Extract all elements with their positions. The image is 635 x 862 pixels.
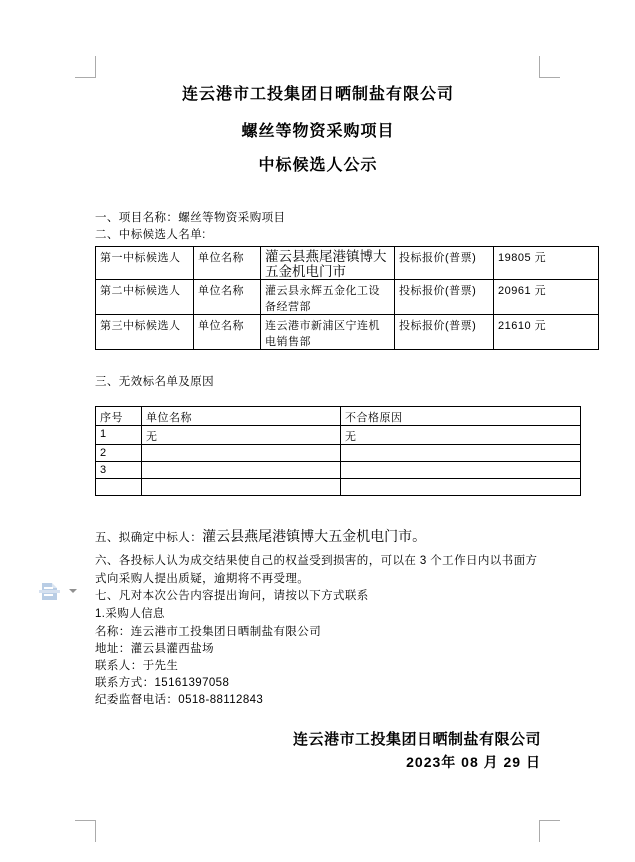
invalid-table-row	[96, 462, 581, 479]
candidate-row	[96, 247, 599, 280]
candidates-table	[95, 246, 599, 350]
unit-label-cell: 单位名称	[194, 247, 261, 280]
confirmed-winner-name: 灌云县燕尾港镇博大五金机电门市。	[202, 528, 427, 544]
title-announcement: 中标候选人公示	[258, 157, 378, 174]
unit-label-cell: 单位名称	[194, 315, 261, 350]
candidate-row	[96, 315, 599, 350]
candidate-rank-cell: 第一中标候选人	[96, 247, 194, 280]
title-project: 螺丝等物资采购项目	[241, 123, 395, 140]
unit-name-cell: 无	[142, 426, 341, 445]
crop-mark-bottom-left-icon	[75, 820, 96, 842]
reason-cell	[341, 445, 581, 462]
unit-name-cell	[142, 462, 341, 479]
column-header-index: 序号	[96, 407, 142, 426]
section-candidate-list-label: 二、中标候选人名单:	[95, 229, 206, 241]
margin-indicator[interactable]	[42, 583, 78, 601]
index-cell: 3	[96, 462, 142, 479]
confirmed-winner-label: 五、拟确定中标人：	[95, 532, 203, 544]
section-objection-notice: 六、各投标人认为成交结果使自己的权益受到损害的，可以在 3 个工作日内以书面方式向采购人提出质疑，逾期将不再受理。	[95, 555, 538, 585]
section-confirmed-winner	[95, 527, 541, 547]
column-header-reason: 不合格原因	[341, 407, 581, 426]
document-content	[95, 77, 547, 770]
crop-mark-top-left-icon	[75, 56, 96, 78]
price-cell: 19805 元	[494, 247, 599, 280]
signature-company: 连云港市工投集团日晒制盐有限公司	[292, 731, 541, 748]
index-cell: 1	[96, 426, 142, 445]
index-cell	[96, 479, 142, 496]
unit-name-cell: 连云港市新浦区宁连机电销售部	[261, 315, 395, 350]
signature-date: 2023年 08 月 29 日	[406, 754, 541, 770]
invalid-bids-table	[95, 406, 581, 496]
unit-name-cell	[142, 445, 341, 462]
price-cell: 21610 元	[494, 315, 599, 350]
invalid-table-row	[96, 479, 581, 496]
doc-line-icon	[44, 594, 53, 596]
purchaser-address: 地址：灌云县灌西盐场	[95, 643, 214, 655]
comment-document-icon[interactable]	[42, 583, 57, 600]
candidate-row	[96, 280, 599, 315]
section-inquiry-notice: 七、凡对本次公告内容提出询问，请按以下方式联系	[95, 590, 369, 602]
supervision-phone: 纪委监督电话：0518-88112843	[95, 694, 264, 706]
candidate-rank-cell: 第二中标候选人	[96, 280, 194, 315]
reason-cell	[341, 462, 581, 479]
purchaser-contact-person: 联系人：于先生	[95, 660, 179, 672]
crop-mark-bottom-right-icon	[539, 820, 560, 842]
price-label-cell: 投标报价(普票)	[395, 280, 494, 315]
purchaser-contact-phone: 联系方式：15161397058	[95, 677, 230, 689]
invalid-table-header-row	[96, 407, 581, 426]
purchaser-info-heading: 1.采购人信息	[95, 608, 165, 620]
invalid-table-row	[96, 445, 581, 462]
invalid-table-row	[96, 426, 581, 445]
price-cell: 20961 元	[494, 280, 599, 315]
reason-cell	[341, 479, 581, 496]
index-cell: 2	[96, 445, 142, 462]
purchaser-name: 名称：连云港市工投集团日晒制盐有限公司	[95, 626, 322, 638]
column-header-unit-name: 单位名称	[142, 407, 341, 426]
candidate-rank-cell: 第三中标候选人	[96, 315, 194, 350]
price-label-cell: 投标报价(普票)	[395, 315, 494, 350]
title-company: 连云港市工投集团日晒制盐有限公司	[181, 86, 454, 103]
crop-mark-top-right-icon	[539, 56, 560, 78]
unit-name-cell: 灌云县燕尾港镇博大五金机电门市	[261, 247, 395, 280]
section-project-name: 一、项目名称：螺丝等物资采购项目	[95, 212, 286, 224]
section-invalid-bids-label: 三、无效标名单及原因	[95, 376, 214, 388]
unit-name-cell	[142, 479, 341, 496]
reason-cell: 无	[341, 426, 581, 445]
unit-label-cell: 单位名称	[194, 280, 261, 315]
doc-highlight-band-icon	[39, 590, 60, 593]
unit-name-cell: 灌云县永辉五金化工设备经营部	[261, 280, 395, 315]
chevron-down-icon[interactable]	[69, 589, 77, 593]
doc-line-icon	[44, 587, 53, 589]
price-label-cell: 投标报价(普票)	[395, 247, 494, 280]
